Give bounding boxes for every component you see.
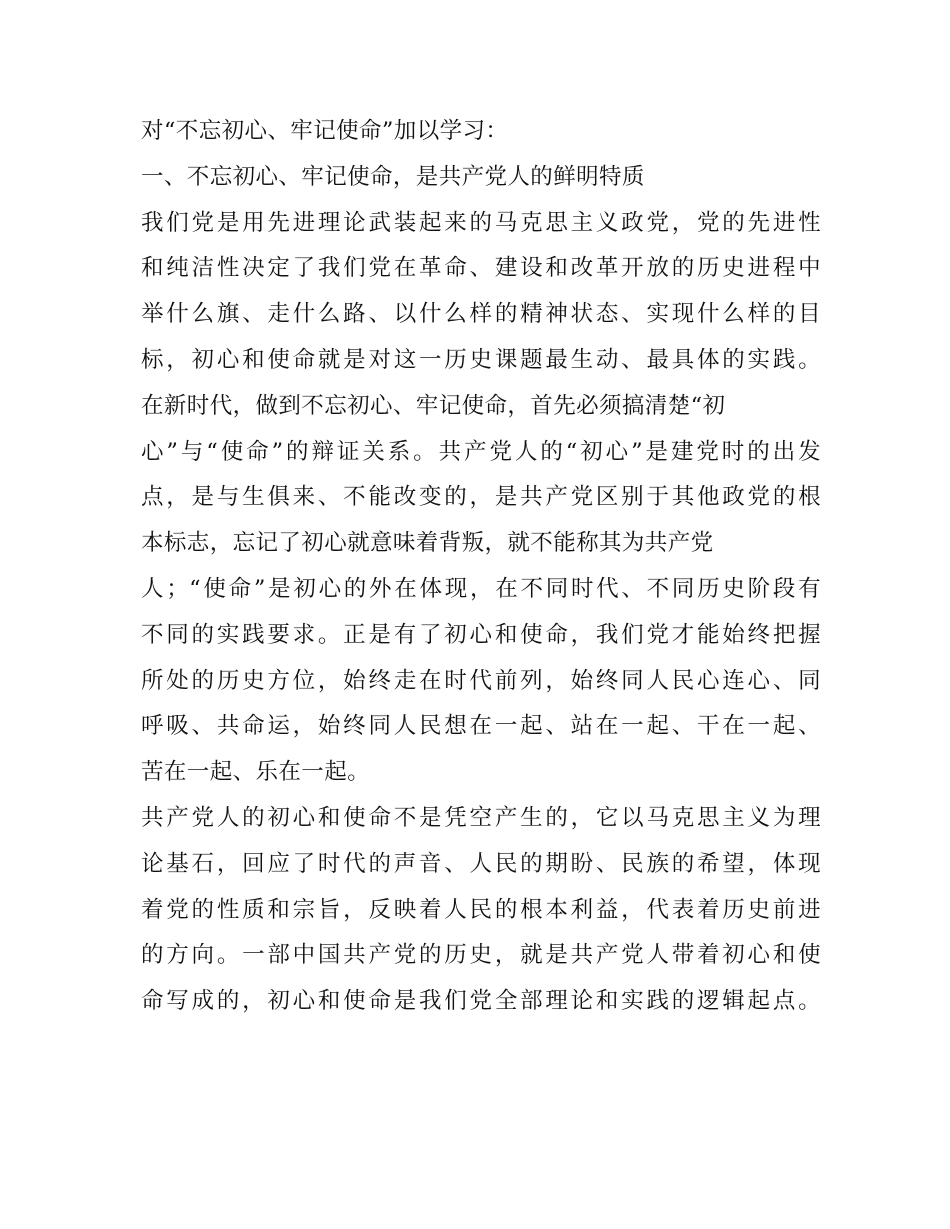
paragraph-line: 所处的历史方位，始终走在时代前列，始终同人民心连心、同: [141, 667, 821, 694]
paragraph-line: 苦在一起、乐在一起。: [141, 759, 371, 786]
paragraph-line: 标，初心和使命就是对这一历史课题最生动、最具体的实践。: [141, 346, 821, 373]
paragraph-line: 和纯洁性决定了我们党在革命、建设和改革开放的历史进程中: [141, 255, 821, 282]
paragraph-line: 人；“使命”是初心的外在体现，在不同时代、不同历史阶段有: [141, 575, 821, 602]
paragraph-line: 举什么旗、走什么路、以什么样的精神状态、实现什么样的目: [141, 301, 821, 328]
paragraph-line: 本标志，忘记了初心就意味着背叛，就不能称其为共产党: [141, 530, 714, 557]
paragraph-line: 在新时代，做到不忘初心、牢记使命，首先必须搞清楚“初: [141, 392, 726, 419]
paragraph-line: 我们党是用先进理论武装起来的马克思主义政党，党的先进性: [141, 209, 821, 236]
paragraph-line: 命写成的，初心和使命是我们党全部理论和实践的逻辑起点。: [141, 988, 821, 1015]
paragraph-line: 共产党人的初心和使命不是凭空产生的，它以马克思主义为理: [141, 804, 821, 831]
paragraph-line: 心”与“使命”的辩证关系。共产党人的“初心”是建党时的出发: [141, 438, 821, 465]
paragraph-line: 的方向。一部中国共产党的历史，就是共产党人带着初心和使: [141, 942, 821, 969]
document-body: [141, 109, 821, 1025]
paragraph-line: 不同的实践要求。正是有了初心和使命，我们党才能始终把握: [141, 621, 821, 648]
heading-intro: 对“不忘初心、牢记使命”加以学习：: [141, 118, 509, 144]
paragraph-line: 论基石，回应了时代的声音、人民的期盼、民族的希望，体现: [141, 850, 821, 877]
section-heading-1: 一、不忘初心、牢记使命，是共产党人的鲜明特质: [141, 163, 645, 190]
paragraph-line: 点，是与生俱来、不能改变的，是共产党区别于其他政党的根: [141, 484, 821, 511]
paragraph-line: 呼吸、共命运，始终同人民想在一起、站在一起、干在一起、: [141, 713, 821, 740]
paragraph-line: 着党的性质和宗旨，反映着人民的根本利益，代表着历史前进: [141, 896, 821, 923]
